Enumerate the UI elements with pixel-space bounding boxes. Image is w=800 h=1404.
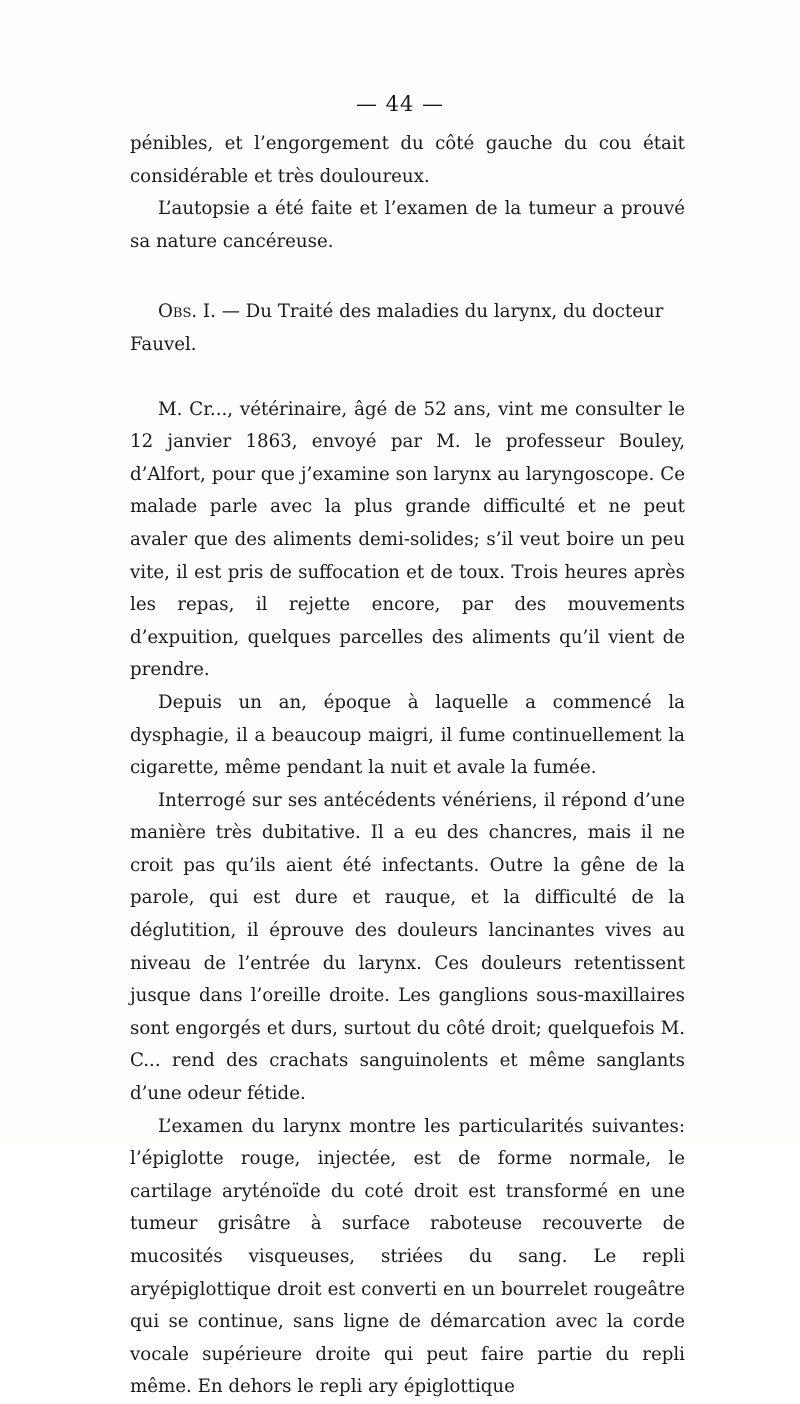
paragraph-continuation: pénibles, et l’engorgement du côté gauche du cou était considérable et très douloureux. (130, 133, 685, 187)
body-text (130, 128, 685, 1404)
paragraph-history: Depuis un an, époque à laquelle a commencé la dysphagie, il a beaucoup maigri, il fume continuellement la cigarette, même pendant la nuit et avale la fumée. (130, 691, 685, 779)
paragraph-autopsy: L’autopsie a été faite et l’examen de la tumeur a prouvé sa nature cancéreuse. (130, 198, 685, 252)
observation-heading (130, 296, 685, 361)
observation-title: — Du Traité des maladies du larynx, du docteur Fauvel. (130, 301, 664, 355)
paragraph-antecedents: Interrogé sur ses antécédents vénériens, il répond d’une manière très dubitative. Il a eu des chancres, mais il ne croit pas qu’ils aient été infectants. Outre la gêne de la parole, qui est dure et rauque, et la difficulté de la déglutition, il éprouve des douleurs lancinantes vives au niveau de l’entrée du larynx. Ces douleurs retentissent jusque dans l’oreille droite. Les ganglions sous-maxillaires sont engorgés et durs, surtout du côté droit; quelquefois M. C... rend des crachats sanguinolents et même sanglants d’une odeur fétide. (130, 789, 685, 1105)
paragraph-patient: M. Cr..., vétérinaire, âgé de 52 ans, vint me consulter le 12 janvier 1863, envoyé par M. le professeur Bouley, d’Alfort, pour que j’examine son larynx au laryngoscope. Ce malade parle avec la plus grande difficulté et ne peut avaler que des aliments demi-solides; s’il veut boire un peu vite, il est pris de suffocation et de toux. Trois heures après les repas, il rejette encore, par des mouvements d’expuition, quelques parcelles des aliments qu’il vient de prendre. (130, 398, 685, 681)
observation-label: Obs. I. (158, 301, 216, 323)
paragraph-examination: L’examen du larynx montre les particularités suivantes: l’épiglotte rouge, injectée, est de forme normale, le cartilage aryténoïde du coté droit est transformé en une tumeur grisâtre à surface raboteuse recouverte de mucosités visqueuses, striées du sang. Le repli aryépiglottique droit est converti en un bourrelet rougeâtre qui se continue, sans ligne de démarcation avec la corde vocale supérieure droite qui peut faire partie du repli même. En dehors le repli ary épiglottique (130, 1115, 685, 1398)
page-number: — 44 — (355, 92, 445, 116)
